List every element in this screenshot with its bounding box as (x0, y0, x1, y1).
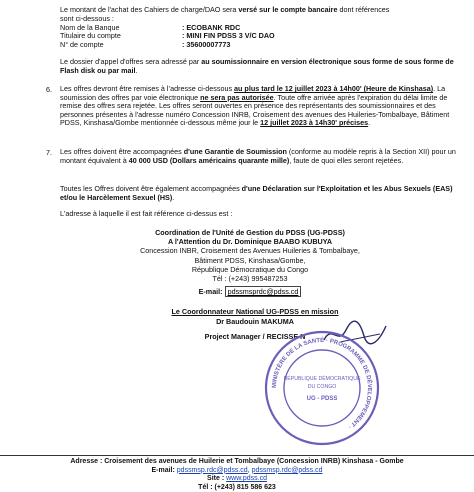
item6-opening-time: 12 juillet 2023 à 14h30' précises (260, 118, 369, 128)
item6-text-e: . Toute offre arrivée après l'expiration du délai limite de remise des offres sera rejetée. Les offres seront ouvertes en présence des représentants des soumissionnaires et des personnes présentes à l'adresse numéro Concession INRB, Croisement des avenues des Huileries-Tombalbaye, Bâtiment PDSS, Kinshasa/Gombe mentionnée ci-dessous même jour le (60, 92, 450, 128)
bank-value: : ECOBANK RDC (182, 23, 241, 32)
dossier-bold: au soumissionnaire en version électronique sous forme de sous forme de Flash disk ou par mail (60, 57, 454, 75)
address-intro-text: L'adresse à laquelle il est fait référence ci-dessus est : (60, 209, 233, 218)
stamp-center-line: DU CONGO (307, 384, 337, 390)
item7-guarantee: d'une Garantie de Soumission (183, 147, 287, 156)
item6-deadline: au plus tard le 12 juillet 2023 à 14h00' (Heure de Kinshasa) (234, 84, 434, 93)
bank-label: Nom de la Banque (60, 23, 120, 32)
footer-site (0, 475, 474, 484)
footer-address-label: Adresse : (70, 458, 103, 465)
intro-bold: versé sur le compte bancaire (238, 5, 338, 14)
stamp-center-line: RÉPUBLIQUE DÉMOCRATIQUE (283, 376, 361, 382)
bank-value: : 35600007773 (182, 39, 231, 49)
address-line: République Démocratique du Congo (191, 264, 309, 274)
item7-paragraph (60, 148, 462, 165)
item6-number: 6. (46, 85, 52, 94)
address-phone: Tél : (+243) 995487253 (212, 274, 288, 284)
declaration-text: Toutes les Offres doivent être également accompagnées (60, 184, 242, 193)
address-block (100, 228, 400, 296)
stamp-center-line: UG - PDSS (306, 396, 338, 402)
address-line: Bâtiment PDSS, Kinshasa/Gombe, (194, 255, 306, 265)
footer-tel-label: Tél : (198, 483, 213, 491)
item7-text: Les offres doivent être accompagnées (60, 147, 184, 156)
item6-end: . (368, 118, 371, 128)
address-line: Concession INBR, Croisement des Avenues Huileries & Tombalbaye, (140, 246, 360, 256)
address-line: A l'Attention du Dr. Dominique BAABO KUBUYA (167, 237, 333, 247)
signature-title: Le Coordonnateur National UG-PDSS en mission (171, 307, 339, 316)
address-email-label: E-mail: (198, 287, 223, 297)
footer-email (0, 467, 474, 476)
declaration-bold: d'une Déclaration sur l'Exploitation et les Abus Sexuels (EAS) et/ou le Harcèlement Sexuel (HS) (60, 184, 453, 202)
address-email-row (100, 287, 400, 296)
item6-no-electronic: ne sera pas autorisée (200, 92, 274, 102)
intro-paragraph (60, 6, 464, 23)
item6-text: Les offres devront être remises à l’adresse ci-dessous (60, 84, 235, 93)
intro-line2: sont ci-dessous : (60, 13, 114, 23)
footer-email-label: E-mail: (151, 466, 175, 474)
item6-text-c: . La soumission des offres par voie électronique (60, 84, 446, 102)
signature-name: Dr Baudouin MAKUMA (216, 316, 294, 326)
address-email-link[interactable]: pdssmsprdc@pdss.cd (225, 286, 302, 297)
footer-email-separator: , (247, 466, 252, 474)
declaration-end: . (172, 192, 175, 202)
footer (0, 458, 474, 492)
footer-site-label: Site : (207, 475, 225, 483)
intro-text: Le montant de l'achat des Cahiers de charge/DAO sera (60, 5, 239, 14)
bank-row (60, 41, 275, 49)
dossier-end: . (135, 65, 138, 75)
bank-label: N° de compte (60, 39, 104, 49)
item7-text-c: (conforme au modèle repris à la Section XII) pour un montant équivalent à (60, 147, 456, 165)
address-line: Coordination de l'Unité de Gestion du PDSS (UG-PDSS) (155, 228, 345, 237)
footer-email-link[interactable]: pdssmsp.rdc@pdss.cd (251, 466, 323, 474)
declaration-paragraph (60, 185, 462, 202)
footer-address (0, 458, 474, 467)
dossier-paragraph (60, 58, 462, 75)
item7-end: , faute de quoi elles seront rejetées. (289, 155, 404, 165)
bank-label: Titulaire du compte (60, 31, 121, 41)
footer-tel-value: (+243) 815 586 623 (212, 483, 276, 491)
footer-email-link[interactable]: pdssmsp.rdc@pdss.cd (176, 466, 248, 474)
bank-details (60, 24, 275, 49)
stamp-ring-text: MINISTÈRE DE LA SANTÉ · PROGRAMME DE DÉVELOPPEMENT · (271, 337, 373, 430)
bank-value: : MINI FIN PDSS 3 V/C DAO (182, 31, 275, 41)
footer-divider (0, 455, 474, 456)
dossier-text: Le dossier d'appel d'offres sera adressé par (60, 57, 202, 66)
official-stamp (262, 328, 382, 448)
item6-paragraph (60, 85, 462, 128)
item7-amount: 40 000 USD (Dollars américains quarante mille) (128, 155, 290, 165)
footer-address-value: Croisement des avenues de Huilerie et Tombalbaye (Concession INRB) Kinshasa - Gombe (102, 458, 404, 465)
item7-number: 7. (46, 148, 52, 157)
intro-text-end: dont références (337, 5, 390, 14)
footer-site-link[interactable]: www.pdss.cd (226, 475, 267, 483)
signature-role: Project Manager / RECISSE N (204, 332, 306, 342)
address-intro (60, 210, 464, 219)
